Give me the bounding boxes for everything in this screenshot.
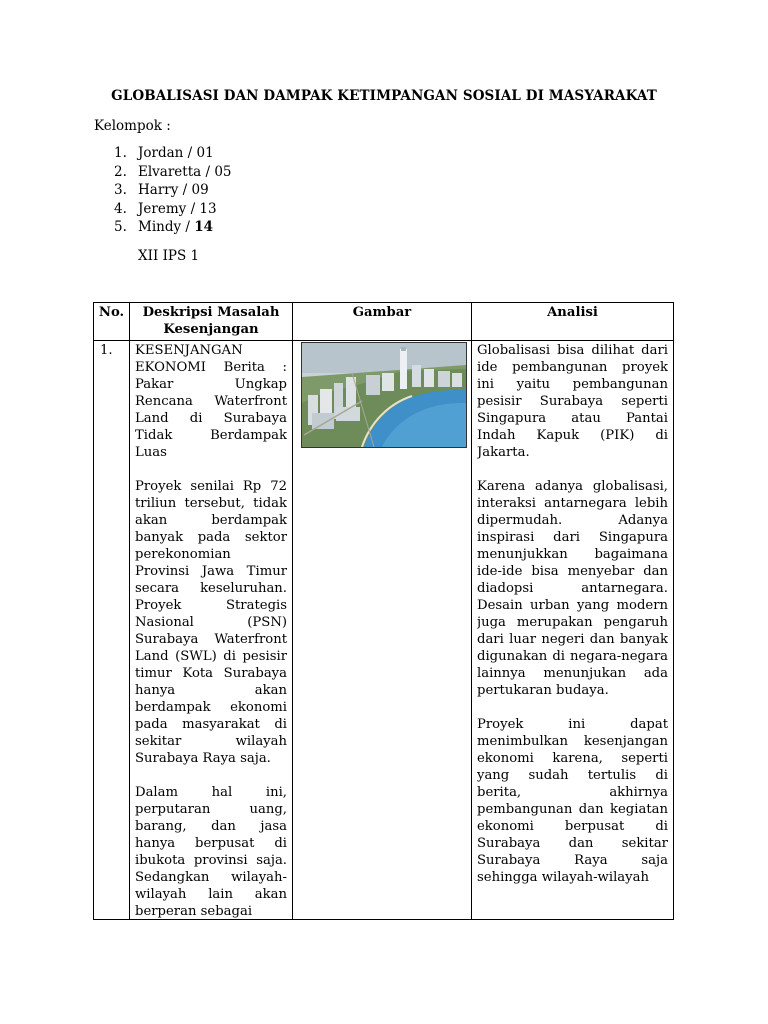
list-item: 5. Mindy / 14 <box>114 219 214 235</box>
analysis-table <box>93 302 674 920</box>
list-item: 2. Elvaretta / 05 <box>114 163 232 180</box>
table-header-row <box>94 303 674 341</box>
row-number: 1. <box>94 341 130 920</box>
member-list <box>114 144 232 237</box>
header-no: No. <box>94 303 130 341</box>
header-gambar: Gambar <box>293 303 472 341</box>
gambar-cell <box>293 341 472 920</box>
header-analisi: Analisi <box>472 303 674 341</box>
list-item: 3. Harry / 09 <box>114 182 209 198</box>
analisi-paragraph: Proyek ini dapat menimbulkan kesenjangan ekonomi karena, seperti yang sudah tertulis di berita, akhirnya pembangunan dan kegiatan ekonomi berpusat di Surabaya dan sekitar Surabaya Raya saja sehingga wilayah-wilayah <box>477 717 668 885</box>
class-label: XII IPS 1 <box>138 248 200 264</box>
deskripsi-cell <box>130 341 293 920</box>
analisi-paragraph: Globalisasi bisa dilihat dari ide pembangunan proyek ini yaitu pembangunan pesisir Surabaya seperti Singapura atau Pantai Indah Kapuk (PIK) di Jakarta. <box>477 343 668 460</box>
header-deskripsi: Deskripsi Masalah Kesenjangan <box>130 303 293 341</box>
group-label: Kelompok : <box>94 118 171 134</box>
document-title: GLOBALISASI DAN DAMPAK KETIMPANGAN SOSIAL DI MASYARAKAT <box>111 88 657 104</box>
deskripsi-paragraph: KESENJANGAN EKONOMI Berita : Pakar Ungkap Rencana Waterfront Land di Surabaya Tidak Berdampak Luas <box>135 343 287 460</box>
member-number-bold: 14 <box>194 219 214 235</box>
analisi-cell <box>472 341 674 920</box>
waterfront-city-image <box>301 342 467 448</box>
waterfront-city-rendering-icon <box>302 343 466 447</box>
deskripsi-paragraph: Dalam hal ini, perputaran uang, barang, dan jasa hanya berpusat di ibukota provinsi saja. Sedangkan wilayah-wilayah lain akan berperan sebagai <box>135 785 287 919</box>
analisi-paragraph: Karena adanya globalisasi, interaksi antarnegara lebih dipermudah. Adanya inspirasi dari Singapura menunjukkan bagaimana ide-ide bisa menyebar dan diadopsi antarnegara. Desain urban yang modern juga merupakan pengaruh dari luar negeri dan banyak digunakan di negara-negara lainnya menunjukan ada pertukaran budaya. <box>477 479 668 698</box>
table-row <box>94 341 674 920</box>
list-item: 4. Jeremy / 13 <box>114 200 217 217</box>
deskripsi-paragraph: Proyek senilai Rp 72 triliun tersebut, tidak akan berdampak banyak pada sektor perekonomian Provinsi Jawa Timur secara keseluruhan. Proyek Strategis Nasional (PSN) Surabaya Waterfront Land (SWL) di pesisir timur Kota Surabaya hanya akan berdampak ekonomi pada masyarakat di sekitar wilayah Surabaya Raya saja. <box>135 479 287 766</box>
list-item: 1. Jordan / 01 <box>114 145 214 161</box>
